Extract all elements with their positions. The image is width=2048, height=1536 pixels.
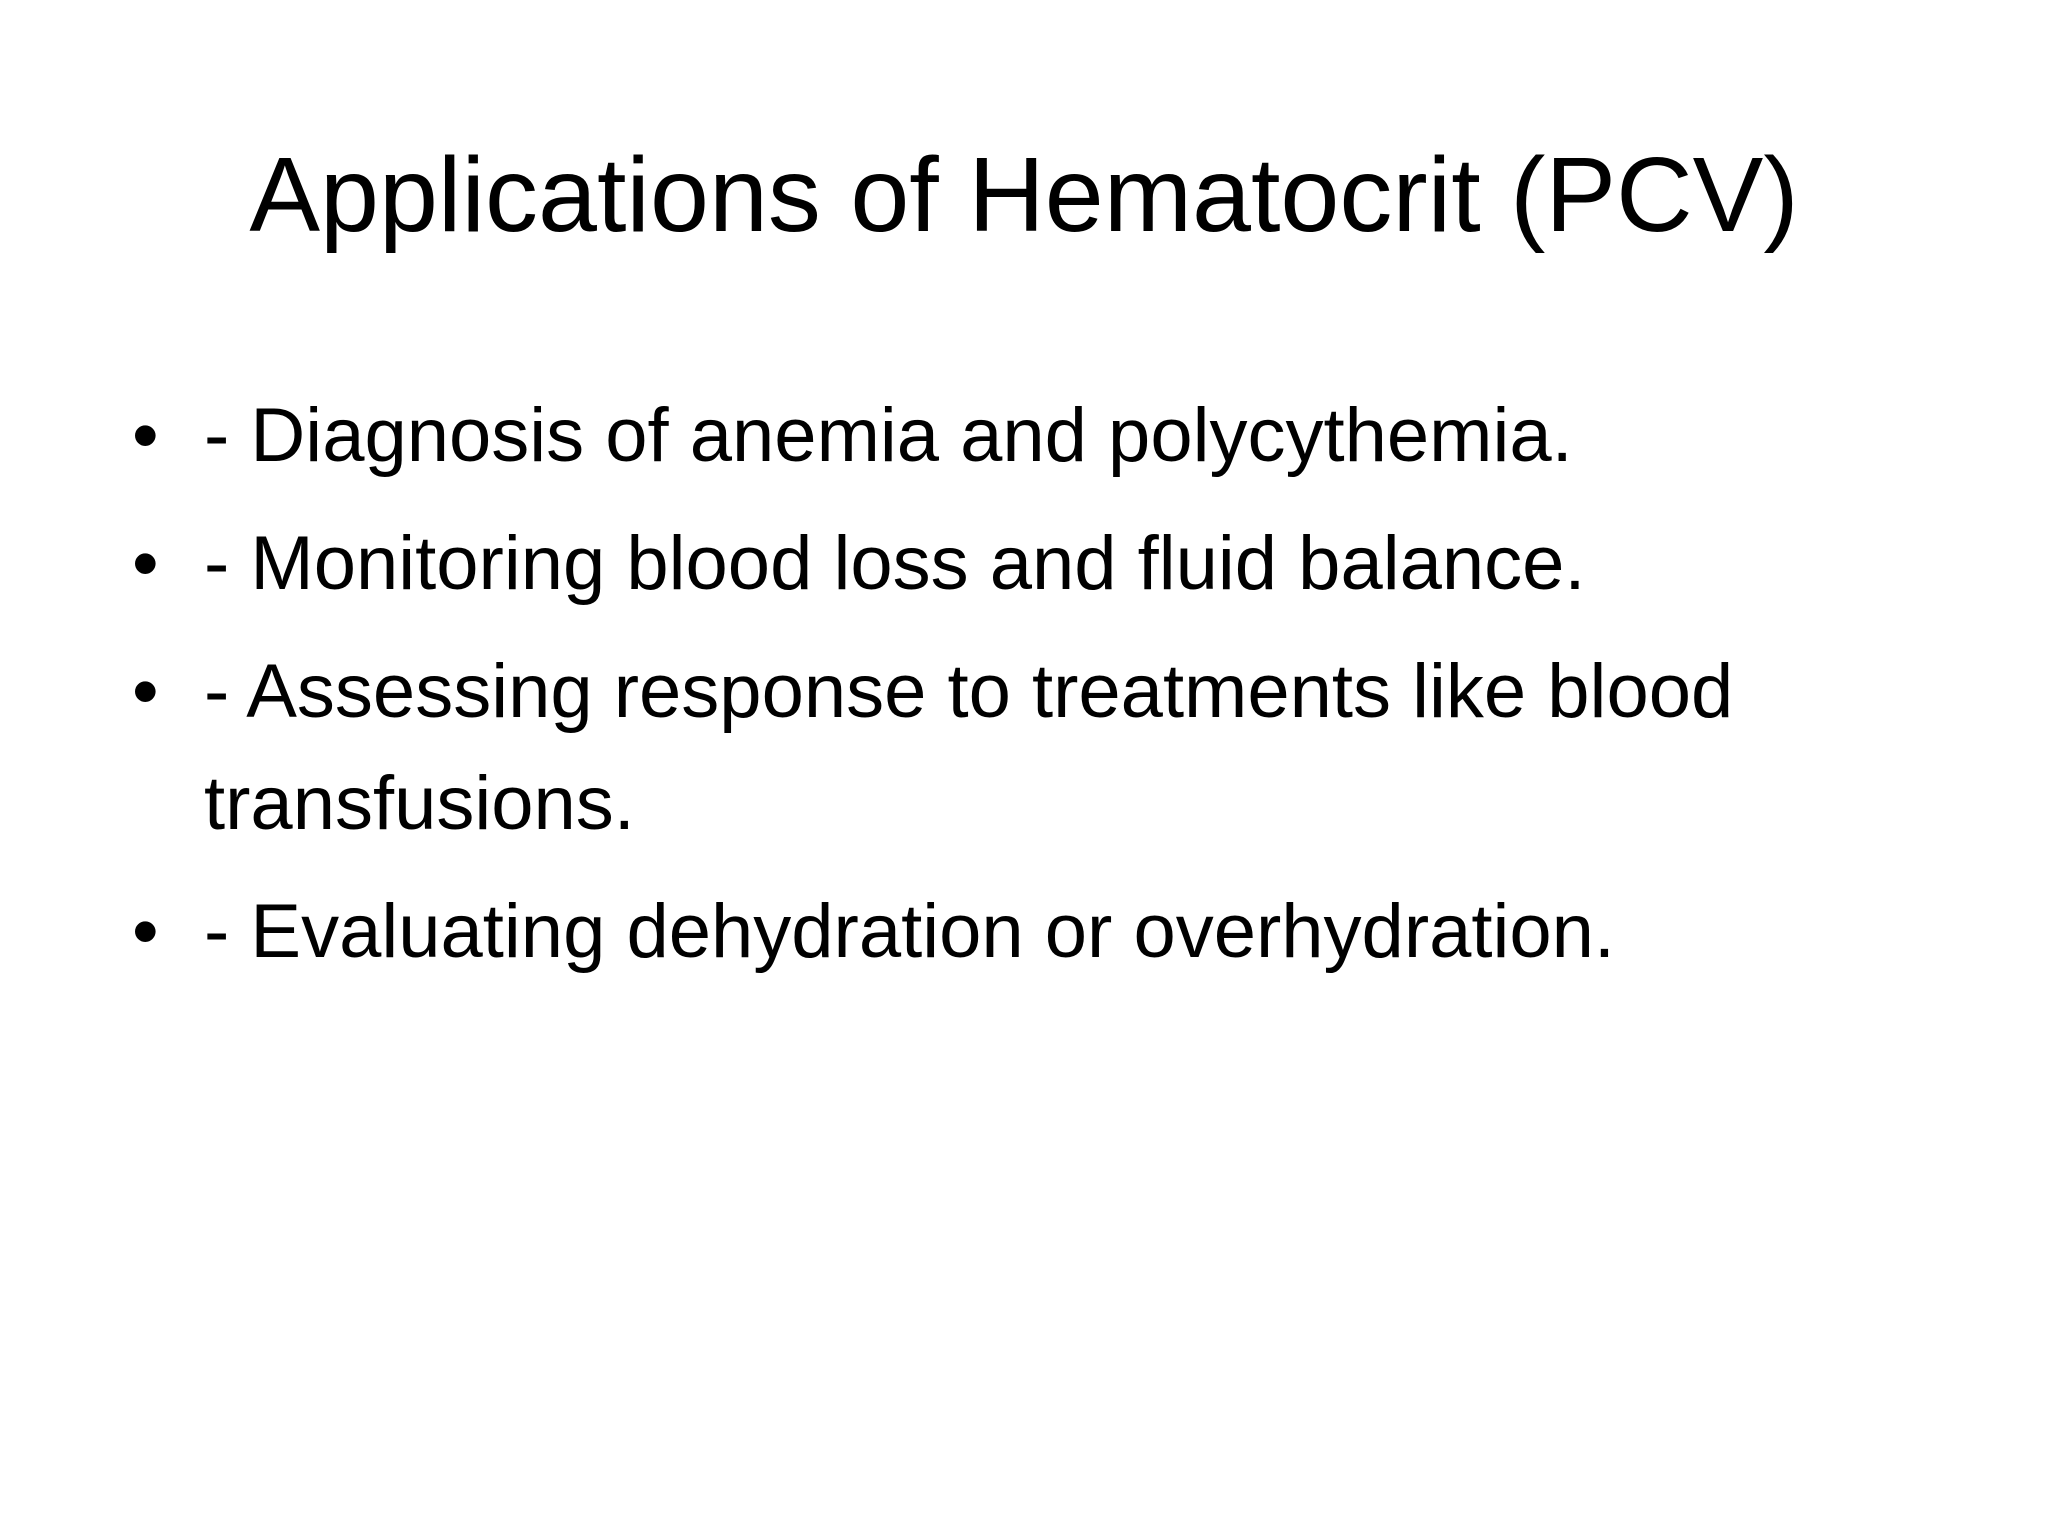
bullet-text: - Monitoring blood loss and fluid balance. (204, 521, 1586, 606)
bullet-item-diagnosis (120, 380, 1920, 492)
bullet-icon: • (132, 521, 159, 606)
bullet-text: - Diagnosis of anemia and polycythemia. (204, 393, 1573, 478)
slide-title: Applications of Hematocrit (PCV) (249, 136, 1799, 254)
bullet-item-monitoring (120, 508, 1920, 620)
bullet-text: - Evaluating dehydration or overhydration. (204, 889, 1616, 974)
bullet-list (120, 380, 1920, 1004)
bullet-icon: • (132, 889, 159, 974)
bullet-icon: • (132, 393, 159, 478)
bullet-icon: • (132, 649, 159, 734)
bullet-text: - Assessing response to treatments like blood transfusions. (204, 649, 1734, 846)
bullet-item-evaluating (120, 876, 1920, 988)
bullet-item-assessing (120, 636, 1920, 860)
